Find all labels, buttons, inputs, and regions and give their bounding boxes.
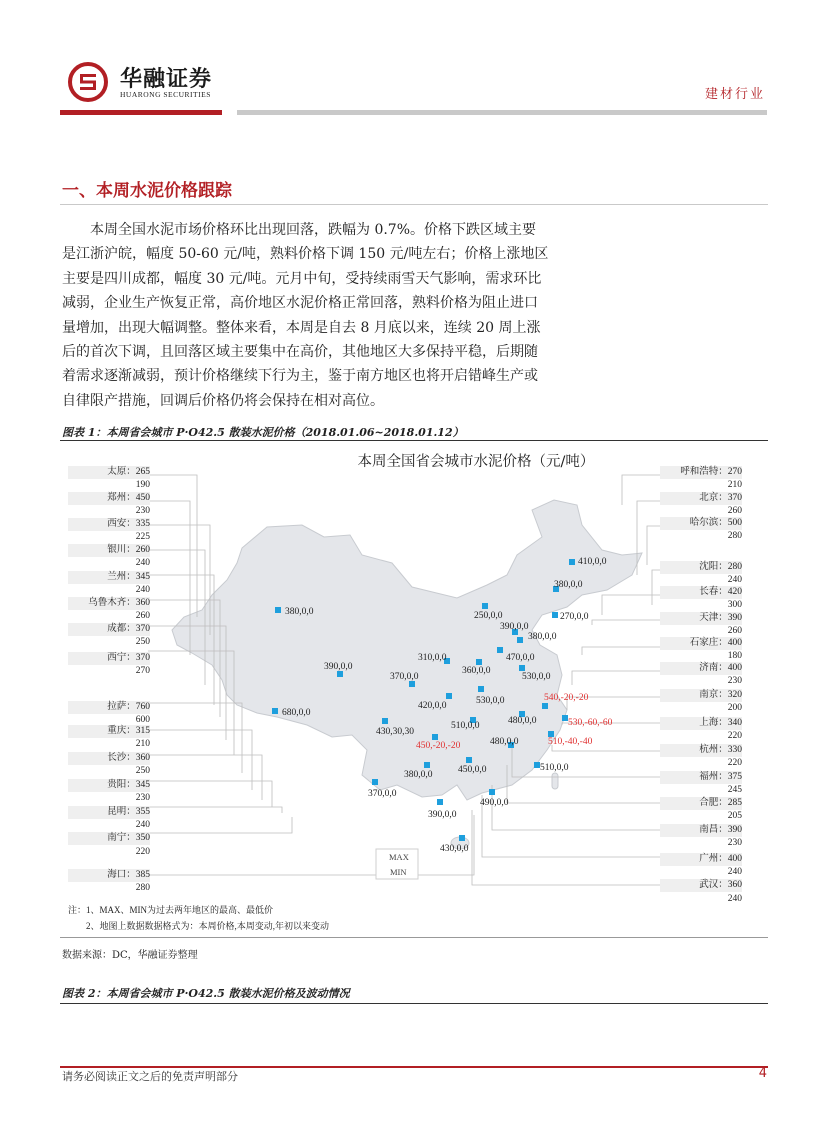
city-price-box: 拉萨：760 — [68, 701, 150, 714]
city-marker — [482, 603, 488, 609]
city-price-box: 济南：400 — [660, 662, 742, 675]
paragraph-line: 量增加，出现大幅调整。整体来看，本周是自去 8 月底以来，连续 20 周上涨 — [62, 319, 541, 336]
map-value-label: 380,0,0 — [554, 580, 583, 590]
map-value-label: 510,0,0 — [540, 763, 569, 773]
city-price-box: 天津：390 — [660, 612, 742, 625]
map-value-label: 390,0,0 — [324, 662, 353, 672]
map-value-label: 360,0,0 — [462, 666, 491, 676]
city-low-price: 220 — [727, 731, 742, 741]
city-low-price: 240 — [727, 894, 742, 904]
header-rule-gray — [237, 110, 767, 115]
city-low-price: 225 — [135, 532, 150, 542]
city-low-price: 210 — [727, 480, 742, 490]
map-note-2: 2、地图上数据数据格式为：本周价格,本周变动,年初以来变动 — [86, 921, 330, 931]
map-value-label: 380,0,0 — [285, 607, 314, 617]
city-marker — [437, 799, 443, 805]
city-marker — [569, 559, 575, 565]
map-value-label: 480,0,0 — [490, 737, 519, 747]
map-value-label: 420,0,0 — [418, 701, 447, 711]
city-price-box: 福州：375 — [660, 771, 742, 784]
map-value-label: 530,0,0 — [522, 672, 551, 682]
city-low-price: 260 — [727, 506, 742, 516]
city-price-box: 呼和浩特：270 — [660, 466, 742, 479]
map-value-label: 380,0,0 — [528, 632, 557, 642]
map-value-label: 370,0,0 — [390, 672, 419, 682]
map-value-label: 430,30,30 — [376, 727, 414, 737]
map-value-label: 530,-60,-60 — [568, 718, 613, 728]
paragraph-line: 减弱，企业生产恢复正常，高价地区水泥价格正常回落，熟料价格为阻止进口 — [62, 295, 538, 312]
map-value-label: 310,0,0 — [418, 653, 447, 663]
map-value-label: 390,0,0 — [500, 622, 529, 632]
city-price-box: 西安：335 — [68, 518, 150, 531]
city-marker — [497, 647, 503, 653]
city-price-box: 成都：370 — [68, 623, 150, 636]
city-low-price: 200 — [727, 703, 742, 713]
city-low-price: 240 — [727, 867, 742, 877]
paragraph-line: 自律限产措施，回调后价格仍将会保持在相对高位。 — [62, 392, 384, 409]
map-value-label: 510,-40,-40 — [548, 737, 593, 747]
map-value-label: 370,0,0 — [368, 789, 397, 799]
paragraph-line: 本周全国水泥市场价格环比出现回落，跌幅为 0.7%。价格下跌区域主要 — [90, 222, 537, 238]
city-price-box: 兰州：345 — [68, 571, 150, 584]
taiwan-island — [552, 773, 558, 789]
city-price-box: 南京：320 — [660, 689, 742, 702]
paragraph-line: 后的首次下调，且回落区域主要集中在高价，其他地区大多保持平稳，后期随 — [62, 344, 538, 361]
city-low-price: 230 — [135, 793, 150, 803]
city-price-box: 沈阳：280 — [660, 561, 742, 574]
city-price-box: 西宁：370 — [68, 652, 150, 665]
city-price-box: 太原：265 — [68, 466, 150, 479]
city-low-price: 205 — [727, 811, 742, 821]
header-rule-red — [60, 110, 222, 115]
city-low-price: 245 — [727, 785, 742, 795]
city-low-price: 210 — [135, 739, 150, 749]
city-price-box: 武汉：360 — [660, 879, 742, 892]
city-marker — [478, 686, 484, 692]
city-low-price: 190 — [135, 480, 150, 490]
figure1-bottom-rule — [60, 937, 768, 938]
city-price-box: 杭州：330 — [660, 744, 742, 757]
brand-name: 华融证券 — [120, 66, 213, 92]
legend-min: MIN — [390, 867, 407, 877]
figure2-rule — [60, 1003, 768, 1004]
disclaimer-text: 请务必阅读正文之后的免责声明部分 — [62, 1070, 238, 1083]
city-marker — [466, 757, 472, 763]
city-price-box: 广州：400 — [660, 853, 742, 866]
city-marker — [275, 607, 281, 613]
city-low-price: 260 — [135, 611, 150, 621]
company-logo-mark — [78, 72, 98, 92]
brand-name-en: HUARONG SECURITIES — [120, 90, 211, 99]
map-value-label: 430,0,0 — [440, 844, 469, 854]
paragraph-line: 着需求逐渐减弱，预计价格继续下行为主，鉴于南方地区也将开启错峰生产或 — [62, 368, 538, 385]
city-low-price: 220 — [727, 758, 742, 768]
map-value-label: 270,0,0 — [560, 612, 589, 622]
city-marker — [459, 835, 465, 841]
map-value-label: 410,0,0 — [578, 557, 607, 567]
map-title-text: 本周全国省会城市水泥价格（元/吨） — [357, 454, 595, 470]
city-low-price: 280 — [727, 531, 742, 541]
city-marker — [424, 762, 430, 768]
city-marker — [382, 718, 388, 724]
city-low-price: 600 — [135, 715, 150, 725]
city-price-box: 南昌：390 — [660, 824, 742, 837]
legend-max: MAX — [389, 852, 409, 862]
city-price-box: 石家庄：400 — [660, 637, 742, 650]
data-source: 数据来源：DC，华融证券整理 — [62, 950, 198, 961]
city-marker — [272, 708, 278, 714]
city-price-box: 银川：260 — [68, 544, 150, 557]
city-low-price: 230 — [135, 506, 150, 516]
paragraph-line: 主要是四川成都，幅度 30 元/吨。元月中旬，受持续雨雪天气影响，需求环比 — [62, 270, 542, 287]
city-price-box: 哈尔滨：500 — [660, 517, 742, 530]
industry-label: 建材行业 — [704, 87, 765, 102]
city-marker — [542, 703, 548, 709]
city-marker — [552, 612, 558, 618]
city-low-price: 280 — [135, 883, 150, 893]
map-value-label: 510,0,0 — [451, 721, 480, 731]
city-marker — [432, 734, 438, 740]
city-marker — [517, 637, 523, 643]
city-marker — [476, 659, 482, 665]
map-value-label: 490,0,0 — [480, 798, 509, 808]
paragraph-line: 是江浙沪皖，幅度 50-60 元/吨，熟料价格下调 150 元/吨左右；价格上涨地区 — [62, 246, 549, 263]
city-price-box: 南宁：350 — [68, 832, 150, 845]
city-marker — [519, 665, 525, 671]
city-low-price: 240 — [135, 820, 150, 830]
city-marker — [489, 789, 495, 795]
city-low-price: 180 — [727, 651, 742, 661]
city-price-box: 长沙：360 — [68, 752, 150, 765]
map-value-label: 540,-20,-20 — [544, 693, 589, 703]
map-value-label: 470,0,0 — [506, 653, 535, 663]
city-price-box: 上海：340 — [660, 717, 742, 730]
city-price-box: 重庆：315 — [68, 725, 150, 738]
figure1-caption: 图表 1：本周省会城市 P·O42.5 散装水泥价格（2018.01.06~2018.01.12） — [62, 426, 464, 439]
section-divider — [60, 204, 768, 205]
city-low-price: 270 — [135, 666, 150, 676]
city-marker — [446, 693, 452, 699]
city-price-box: 贵阳：345 — [68, 779, 150, 792]
map-value-label: 530,0,0 — [476, 696, 505, 706]
city-low-price: 300 — [727, 600, 742, 610]
body-paragraph — [62, 218, 767, 413]
city-price-box: 昆明：355 — [68, 806, 150, 819]
city-low-price: 250 — [135, 637, 150, 647]
figure2-caption: 图表 2：本周省会城市 P·O42.5 散装水泥价格及波动情况 — [62, 987, 350, 1000]
city-low-price: 230 — [727, 838, 742, 848]
city-price-box: 乌鲁木齐：360 — [68, 597, 150, 610]
city-price-box: 北京：370 — [660, 492, 742, 505]
city-price-box: 合肥：285 — [660, 797, 742, 810]
city-low-price: 240 — [135, 585, 150, 595]
map-value-label: 380,0,0 — [404, 770, 433, 780]
map-value-label: 450,0,0 — [458, 765, 487, 775]
city-marker — [372, 779, 378, 785]
city-price-box: 长春：420 — [660, 586, 742, 599]
map-note-1: 注：1、MAX、MIN为过去两年地区的最高、最低价 — [68, 905, 274, 915]
city-low-price: 260 — [727, 626, 742, 636]
city-low-price: 240 — [727, 575, 742, 585]
map-value-label: 680,0,0 — [282, 708, 311, 718]
city-low-price: 230 — [727, 676, 742, 686]
map-value-label: 250,0,0 — [474, 611, 503, 621]
city-low-price: 250 — [135, 766, 150, 776]
map-value-label: 450,-20,-20 — [416, 741, 461, 751]
section-title: 一、本周水泥价格跟踪 — [62, 181, 232, 201]
city-price-box: 郑州：450 — [68, 492, 150, 505]
page-number: 4 — [758, 1066, 767, 1081]
city-price-box: 海口：385 — [68, 869, 150, 882]
city-low-price: 240 — [135, 558, 150, 568]
city-low-price: 220 — [135, 847, 150, 857]
figure1-rule — [60, 440, 768, 441]
map-value-label: 390,0,0 — [428, 810, 457, 820]
map-value-label: 480,0,0 — [508, 716, 537, 726]
